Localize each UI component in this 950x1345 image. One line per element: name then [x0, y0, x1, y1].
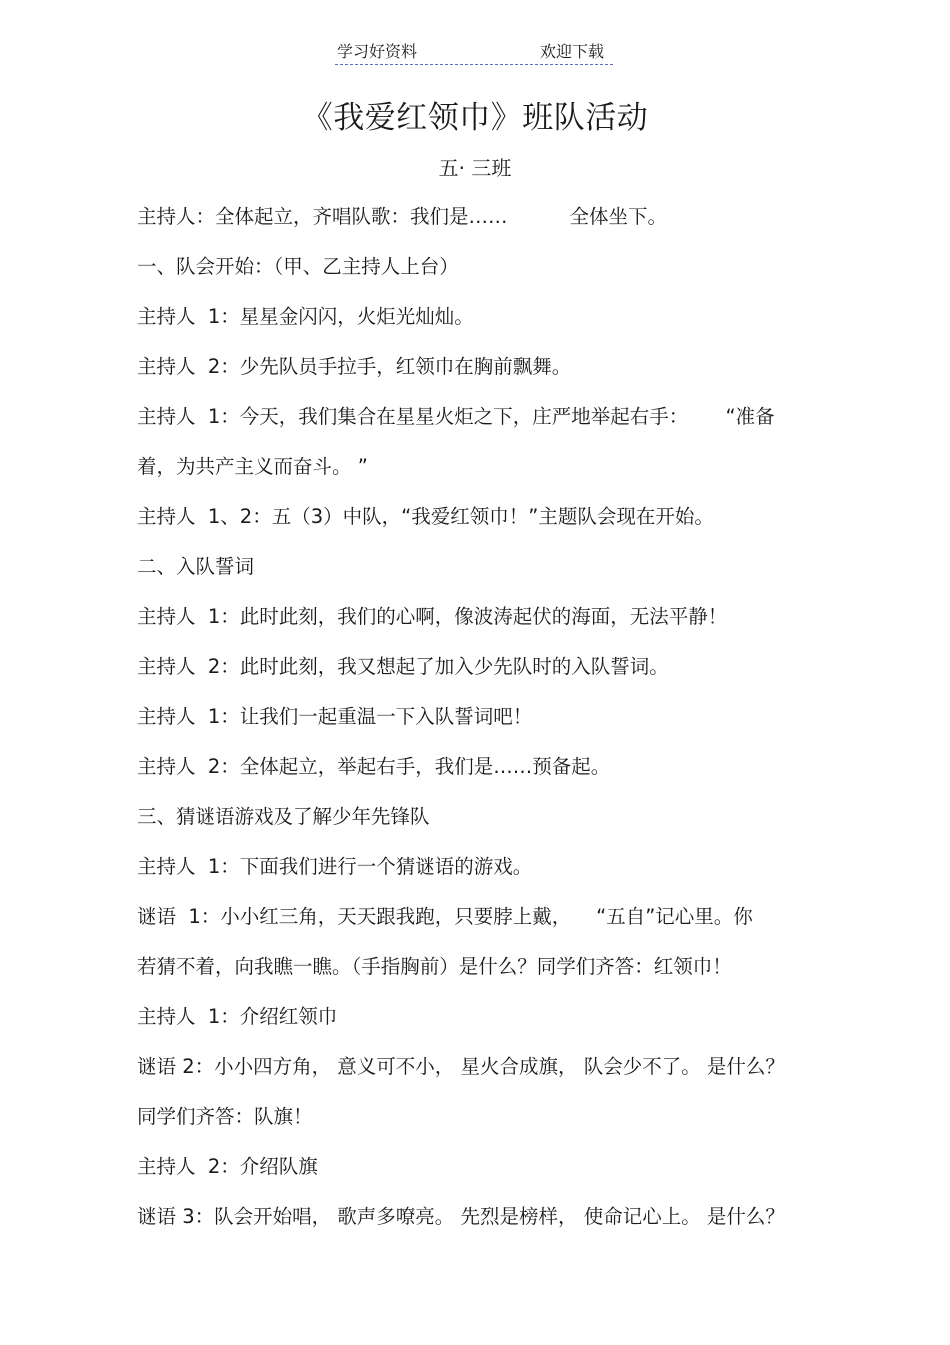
text-line: 谜语 1：小小红三角，天天跟我跑，只要脖上戴， “五自”记心里。你: [137, 905, 753, 928]
text-line: 谜语 2：小小四方角， 意义可不小， 星火合成旗， 队会少不了。 是什么？: [137, 1055, 785, 1078]
text-line: 主持人 2：此时此刻，我又想起了加入少先队时的入队誓词。: [137, 655, 669, 678]
text-line: 主持人 2：少先队员手拉手，红领巾在胸前飘舞。: [137, 355, 572, 378]
section-heading: 一、队会开始：（甲、乙主持人上台）: [137, 255, 459, 278]
text-line: 主持人 2：介绍队旗: [137, 1155, 318, 1178]
text-line: 主持人 2：全体起立，举起右手，我们是……预备起。: [137, 755, 611, 778]
text-line: 主持人 1：让我们一起重温一下入队誓词吧！: [137, 705, 533, 728]
text-line: 主持人 1：介绍红领巾: [137, 1005, 338, 1028]
text-line: 若猜不着，向我瞧一瞧。（手指胸前）是什么？同学们齐答：红领巾！: [137, 955, 732, 978]
text-line: 主持人 1：今天，我们集合在星星火炬之下，庄严地举起右手： “准备: [137, 405, 775, 428]
document-title: 《我爱红领巾》班队活动: [301, 100, 649, 136]
text-line: 主持人 1：下面我们进行一个猜谜语的游戏。: [137, 855, 533, 878]
text-line: 主持人 1：此时此刻，我们的心啊，像波涛起伏的海面，无法平静！: [137, 605, 728, 628]
header-left-text: 学习好资料: [337, 42, 418, 61]
text-line: 主持人 1、2：五（3）中队，“我爱红领巾！”主题队会现在开始。: [137, 505, 714, 528]
section-heading: 二、入队誓词: [137, 555, 255, 578]
text-line: 同学们齐答：队旗！: [137, 1105, 313, 1128]
text-line: 主持人 1：星星金闪闪，火炬光灿灿。: [137, 305, 474, 328]
text-line: 谜语 3：队会开始唱， 歌声多嘹亮。 先烈是榜样， 使命记心上。 是什么？: [137, 1205, 785, 1228]
text-line: 主持人：全体起立，齐唱队歌：我们是…… 全体坐下。: [137, 205, 667, 228]
document-subtitle: 五· 三班: [438, 156, 512, 180]
header-right-text: 欢迎下载: [540, 42, 605, 61]
text-line: 着，为共产主义而奋斗。 ”: [137, 455, 368, 478]
page-header: [335, 40, 613, 65]
section-heading: 三、猜谜语游戏及了解少年先锋队: [137, 805, 430, 828]
